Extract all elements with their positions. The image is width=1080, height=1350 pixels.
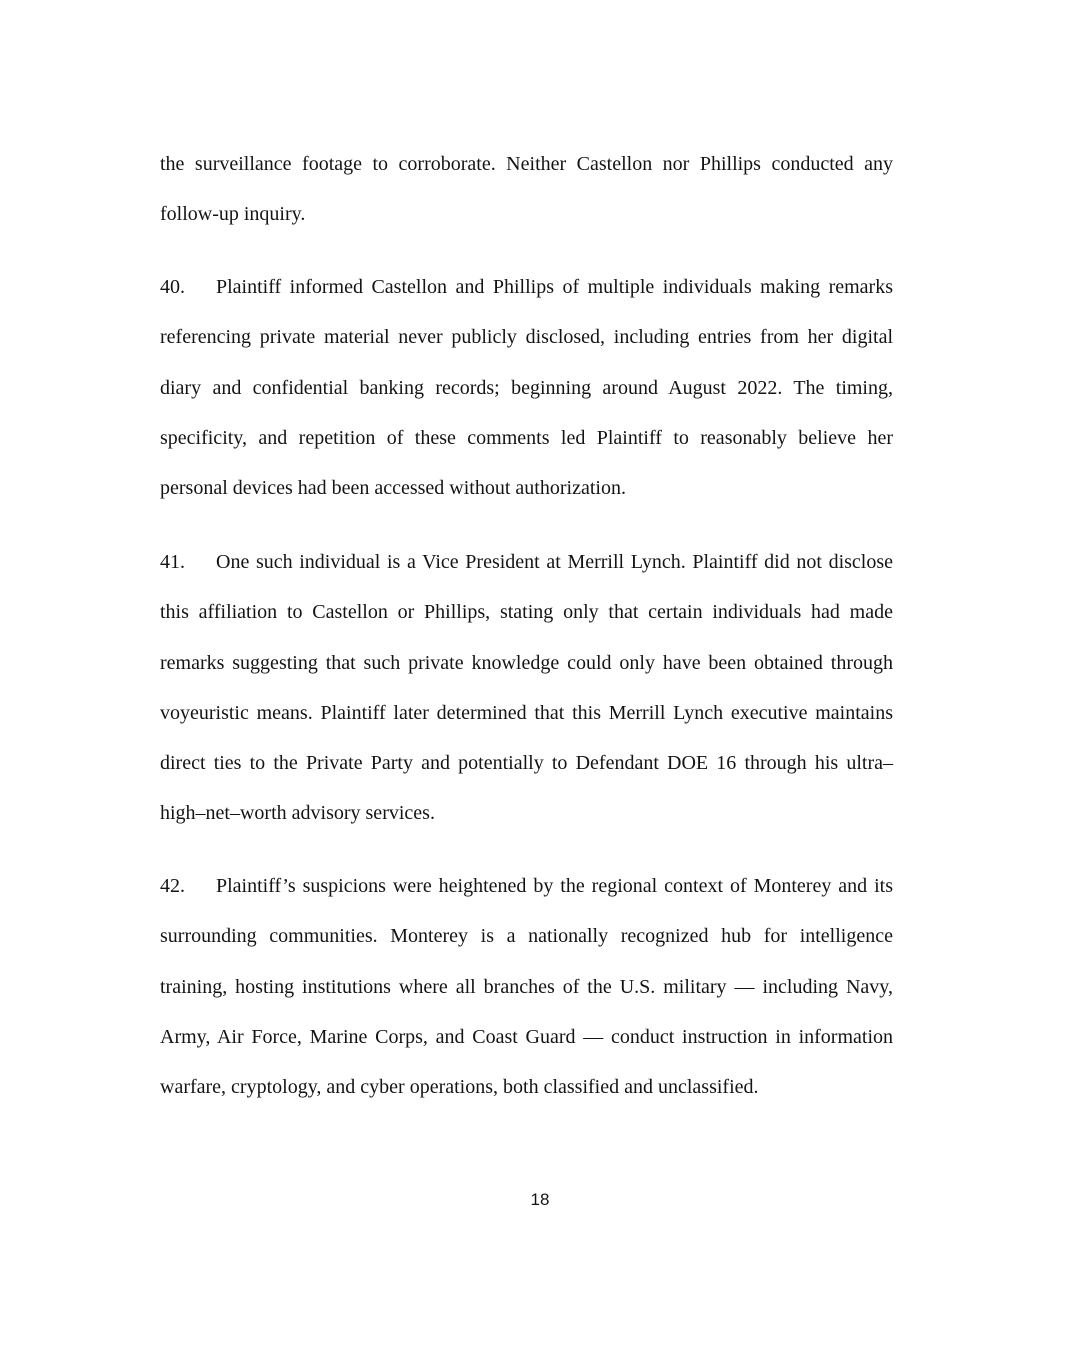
paragraph-text: Plaintiff informed Castellon and Phillips of multiple individuals making remarks referencing private material never publicly disclosed, including entries from her digital diary and confidential banking records; beginning around August 2022. The timing, specificity, and repetition of these comments led Plaintiff to reasonably believe her personal devices had been accessed without authorization. bbox=[160, 276, 893, 500]
continuation-paragraph bbox=[160, 139, 893, 240]
paragraph-40 bbox=[160, 262, 893, 513]
continuation-text: the surveillance footage to corroborate. Neither Castellon nor Phillips conducted any follow-up inquiry. bbox=[160, 153, 893, 226]
paragraph-41 bbox=[160, 537, 893, 839]
paragraph-42 bbox=[160, 861, 893, 1112]
paragraph-text: One such individual is a Vice President at Merrill Lynch. Plaintiff did not disclose this affiliation to Castellon or Phillips, stating only that certain individuals had made remarks suggesting that such private knowledge could only have been obtained through voyeuristic means. Plaintiff later determined that this Merrill Lynch executive maintains direct ties to the Private Party and potentially to Defendant DOE 16 through his ultra–high–net–worth advisory services. bbox=[160, 551, 893, 825]
paragraph-number: 40. bbox=[160, 276, 185, 298]
paragraph-text: Plaintiff’s suspicions were heightened by the regional context of Monterey and its surrounding communities. Monterey is a nationally recognized hub for intelligence training, hosting institutions where all branches of the U.S. military — including Navy, Army, Air Force, Marine Corps, and Coast Guard — conduct instruction in information warfare, cryptology, and cyber operations, both classified and unclassified. bbox=[160, 875, 893, 1099]
paragraph-number: 41. bbox=[160, 551, 185, 573]
paragraph-number: 42. bbox=[160, 875, 185, 897]
page-number: 18 bbox=[530, 1190, 550, 1209]
